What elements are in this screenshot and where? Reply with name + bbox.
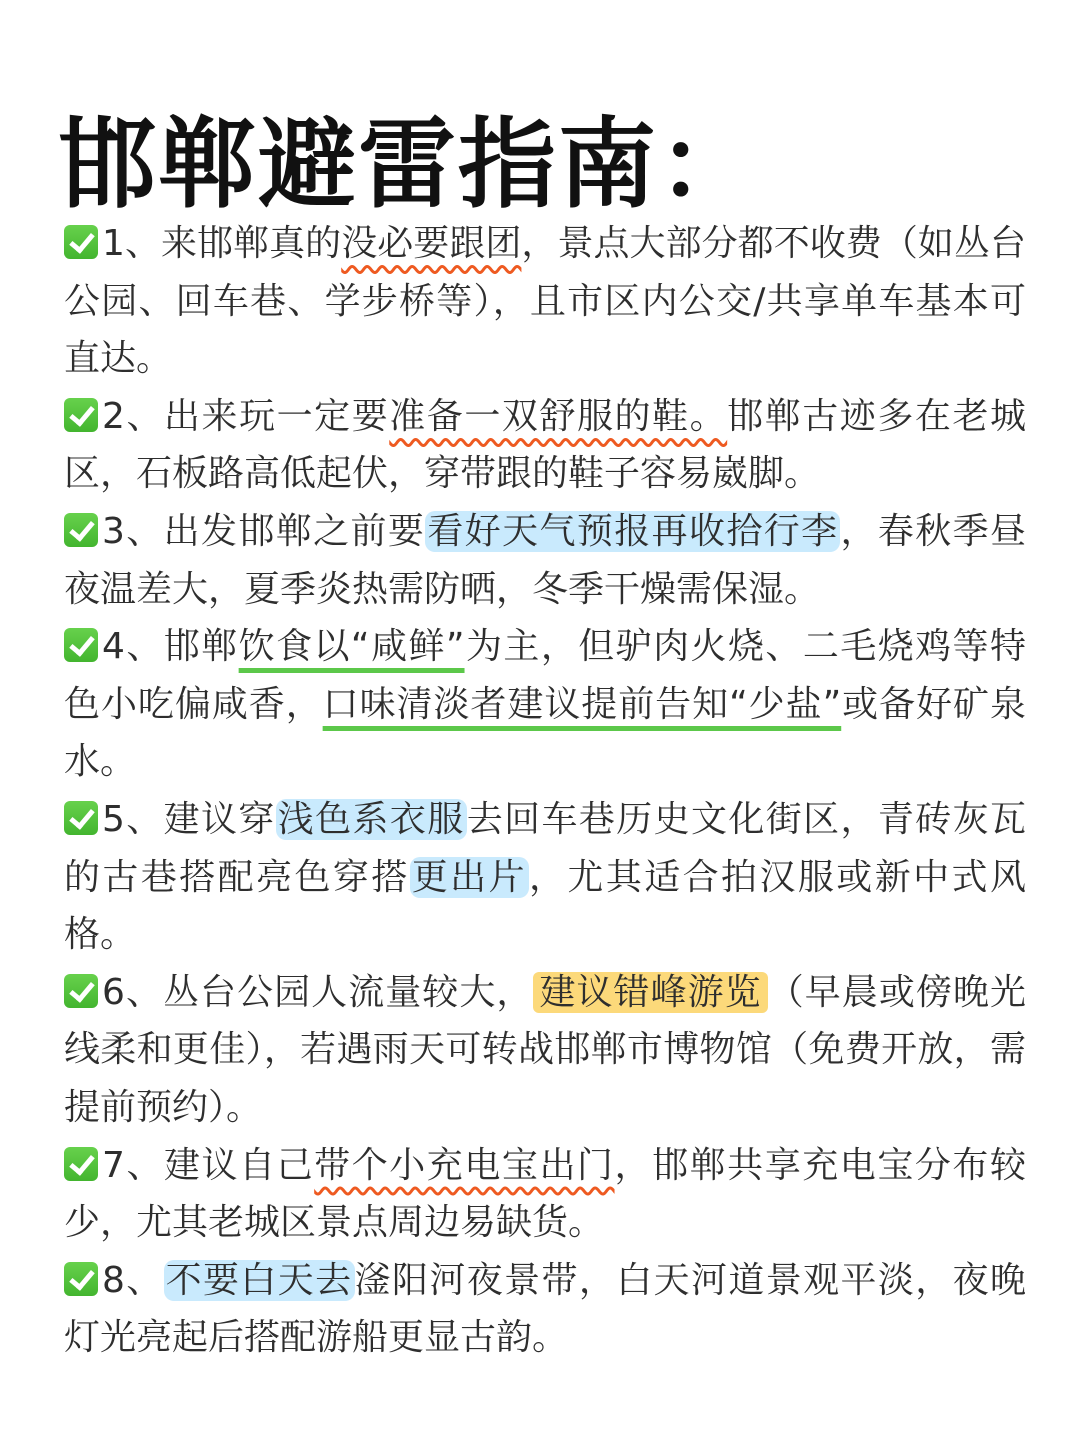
tip-item	[64, 791, 1026, 964]
page-title: 邯郸避雷指南：	[58, 107, 759, 222]
check-mark-button-icon	[64, 801, 98, 835]
check-mark-button-icon	[64, 1262, 98, 1296]
check-mark-button-icon	[64, 974, 98, 1008]
highlighted-text-blue: 不要白天去	[165, 1259, 353, 1301]
tip-item	[64, 215, 1026, 388]
tip-text: 2、出来玩一定要	[102, 395, 390, 437]
tip-text: （早晨或傍晚光线柔和更佳），若遇雨天可转战邯郸市博物馆（免费开放，需提前预约）。	[64, 971, 1026, 1128]
tip-item	[64, 1252, 1026, 1367]
tip-text: ，邯郸共享充电宝分布较少，尤其老城区景点周边易缺货。	[64, 1144, 1026, 1244]
tip-text: 邯郸古迹多在老城区，石板路高低起伏，穿带跟的鞋子容易崴脚。	[64, 395, 1026, 495]
tips-list	[64, 215, 1026, 1367]
highlighted-text-blue: 浅色系衣服	[277, 798, 465, 840]
highlighted-text-yellow: 建议错峰游览	[533, 972, 767, 1013]
tip-text: 滏阳河夜景带，白天河道景观平淡，夜晚灯光亮起后搭配游船更显古韵。	[64, 1259, 1026, 1359]
highlighted-text-wavy: 没必要跟团	[341, 223, 522, 264]
check-mark-button-icon	[64, 513, 98, 547]
tip-text: ，尤其适合拍汉服或新中式风格。	[64, 856, 1026, 956]
highlighted-text-green: 饮食以“咸鲜”	[238, 626, 465, 668]
tip-text: 8、	[102, 1259, 164, 1301]
tip-text: 4、邯郸	[102, 626, 239, 668]
check-mark-button-icon	[64, 398, 98, 432]
tip-text: 去回车巷历史文化街区，青砖灰瓦的古巷搭配亮色穿搭	[64, 798, 1026, 898]
tip-text: ，春秋季昼夜温差大，夏季炎热需防晒，冬季干燥需保湿。	[64, 510, 1026, 610]
tip-item	[64, 388, 1026, 503]
highlighted-text-wavy: 准备一双舒服的鞋。	[389, 395, 728, 437]
highlighted-text-wavy: 带个小充电宝出门	[314, 1144, 615, 1186]
tip-text: 3、出发邯郸之前要	[102, 510, 426, 552]
highlighted-text-green: 口味清淡者建议提前告知“少盐”	[322, 683, 842, 725]
tip-text: 为主，但驴肉火烧、二毛烧鸡等特色小吃偏咸香，	[64, 626, 1026, 725]
tip-text: 6、丛台公园人流量较大，	[102, 971, 534, 1013]
tip-text: ，景点大部分都不收费（如丛台公园、回车巷、学步桥等），且市区内公交/共享单车基本可直达。	[64, 223, 1026, 380]
check-mark-button-icon	[64, 225, 98, 259]
tip-item	[64, 964, 1026, 1137]
tip-text: 5、建议穿	[102, 798, 276, 840]
check-mark-button-icon	[64, 1147, 98, 1181]
tip-item	[64, 1137, 1026, 1252]
tip-item	[64, 618, 1026, 791]
highlighted-text-blue: 看好天气预报再收拾行李	[427, 510, 839, 552]
tip-item	[64, 503, 1026, 618]
tip-text: 7、建议自己	[102, 1144, 315, 1186]
tip-text: 或备好矿泉水。	[64, 683, 1026, 783]
tip-text: 1、来邯郸真的	[102, 223, 342, 264]
check-mark-button-icon	[64, 628, 98, 662]
highlighted-text-blue: 更出片	[411, 856, 527, 898]
